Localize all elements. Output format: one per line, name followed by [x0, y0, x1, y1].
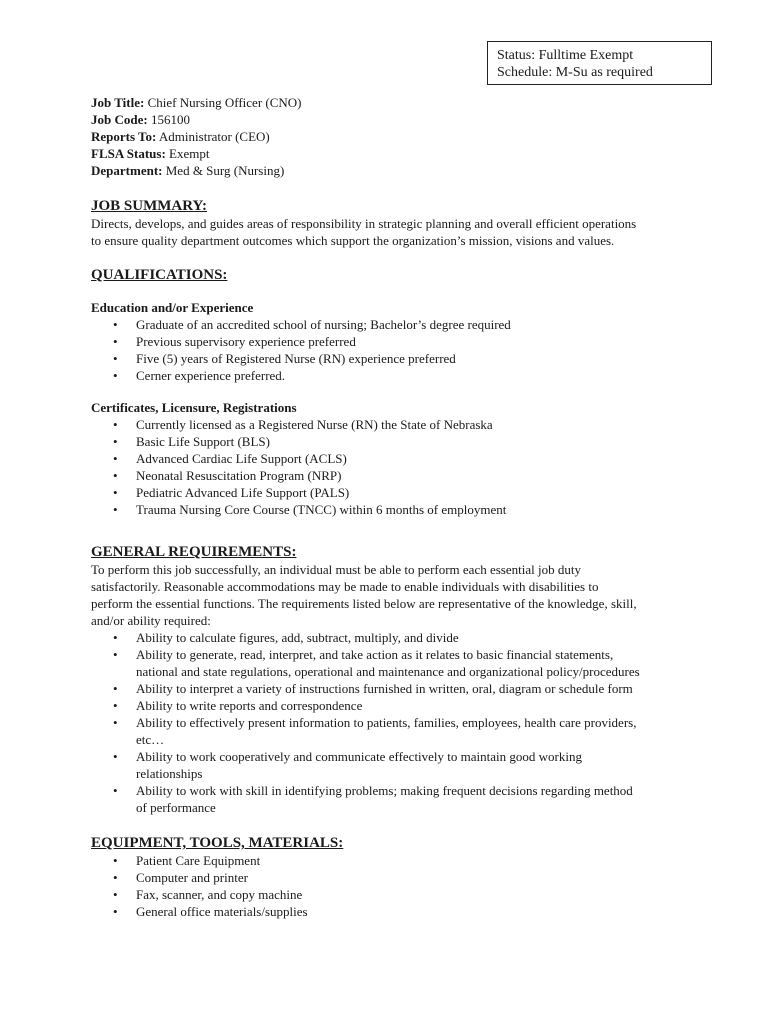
meta-value: Med & Surg (Nursing)	[165, 163, 285, 178]
list-item: • Trauma Nursing Core Course (TNCC) within 6 months of employment	[91, 501, 691, 518]
list-item: • Cerner experience preferred.	[91, 367, 691, 384]
list-item	[91, 748, 691, 782]
meta-job-code	[91, 111, 691, 128]
meta-label: Reports To:	[91, 129, 157, 144]
text-line: • Ability to work with skill in identifying problems; making frequent decisions regarding method	[136, 783, 633, 798]
certificates-list	[91, 416, 691, 518]
meta-value: 156100	[150, 112, 190, 127]
status-text: Status: Fulltime Exempt	[497, 48, 634, 63]
job-summary-text	[91, 215, 691, 249]
document-body	[91, 94, 691, 920]
text-line: • Ability to calculate figures, add, subtract, multiply, and divide	[136, 630, 459, 645]
text-line: • Ability to generate, read, interpret, and take action as it relates to basic financial statements,	[136, 647, 614, 662]
text-line: • Ability to work cooperatively and communicate effectively to maintain good working	[136, 749, 582, 764]
meta-value: Administrator (CEO)	[158, 129, 270, 144]
text-line: To perform this job successfully, an individual must be able to perform each essential job duty	[91, 562, 581, 577]
text-line: etc…	[136, 732, 165, 747]
text-line: national and state regulations, operational and maintenance and organizational policy/procedures	[136, 664, 640, 679]
text-line: • Ability to interpret a variety of instructions furnished in written, oral, diagram or schedule form	[136, 681, 633, 696]
meta-label: Job Title:	[91, 95, 145, 110]
text-line: • Ability to effectively present information to patients, families, employees, health care providers,	[136, 715, 637, 730]
meta-label: FLSA Status:	[91, 146, 166, 161]
list-item	[91, 646, 691, 680]
meta-value: Exempt	[169, 146, 210, 161]
list-item: • Computer and printer	[91, 869, 691, 886]
text-line: of performance	[136, 800, 216, 815]
equipment-heading: EQUIPMENT, TOOLS, MATERIALS:	[91, 835, 344, 851]
list-item: • Advanced Cardiac Life Support (ACLS)	[91, 450, 691, 467]
education-subheading: Education and/or Experience	[91, 300, 254, 315]
schedule-text: Schedule: M-Su as required	[497, 65, 653, 80]
education-list	[91, 316, 691, 384]
text-line: Directs, develops, and guides areas of responsibility in strategic planning and overall efficient operations	[91, 216, 637, 231]
meta-value: Chief Nursing Officer (CNO)	[147, 95, 302, 110]
job-summary-heading: JOB SUMMARY:	[91, 198, 208, 214]
job-meta	[91, 94, 691, 179]
list-item	[91, 697, 691, 714]
meta-department	[91, 162, 691, 179]
text-line: satisfactorily. Reasonable accommodations may be made to enable individuals with disabilities to	[91, 579, 599, 594]
list-item: • Pediatric Advanced Life Support (PALS)	[91, 484, 691, 501]
list-item: • Basic Life Support (BLS)	[91, 433, 691, 450]
text-line: • Ability to write reports and correspondence	[136, 698, 363, 713]
list-item	[91, 629, 691, 646]
list-item: • General office materials/supplies	[91, 903, 691, 920]
text-line: relationships	[136, 766, 203, 781]
list-item: • Neonatal Resuscitation Program (NRP)	[91, 467, 691, 484]
meta-job-title	[91, 94, 691, 111]
meta-label: Job Code:	[91, 112, 148, 127]
list-item	[91, 680, 691, 697]
list-item: • Five (5) years of Registered Nurse (RN) experience preferred	[91, 350, 691, 367]
text-line: perform the essential functions. The requirements listed below are representative of the knowledge, skill,	[91, 596, 637, 611]
general-requirements-heading: GENERAL REQUIREMENTS:	[91, 544, 297, 560]
meta-reports-to	[91, 128, 691, 145]
general-requirements-text	[91, 561, 691, 629]
list-item: • Fax, scanner, and copy machine	[91, 886, 691, 903]
list-item: • Patient Care Equipment	[91, 852, 691, 869]
list-item: • Previous supervisory experience preferred	[91, 333, 691, 350]
meta-label: Department:	[91, 163, 163, 178]
requirements-list	[91, 629, 691, 816]
status-box	[487, 41, 712, 85]
meta-flsa-status	[91, 145, 691, 162]
equipment-list	[91, 852, 691, 920]
text-line: to ensure quality department outcomes which support the organization’s mission, visions and values.	[91, 233, 615, 248]
text-line: and/or ability required:	[91, 613, 211, 628]
list-item: • Currently licensed as a Registered Nurse (RN) the State of Nebraska	[91, 416, 691, 433]
list-item	[91, 714, 691, 748]
certificates-subheading: Certificates, Licensure, Registrations	[91, 400, 297, 415]
list-item: • Graduate of an accredited school of nursing; Bachelor’s degree required	[91, 316, 691, 333]
list-item	[91, 782, 691, 816]
qualifications-heading: QUALIFICATIONS:	[91, 267, 228, 283]
